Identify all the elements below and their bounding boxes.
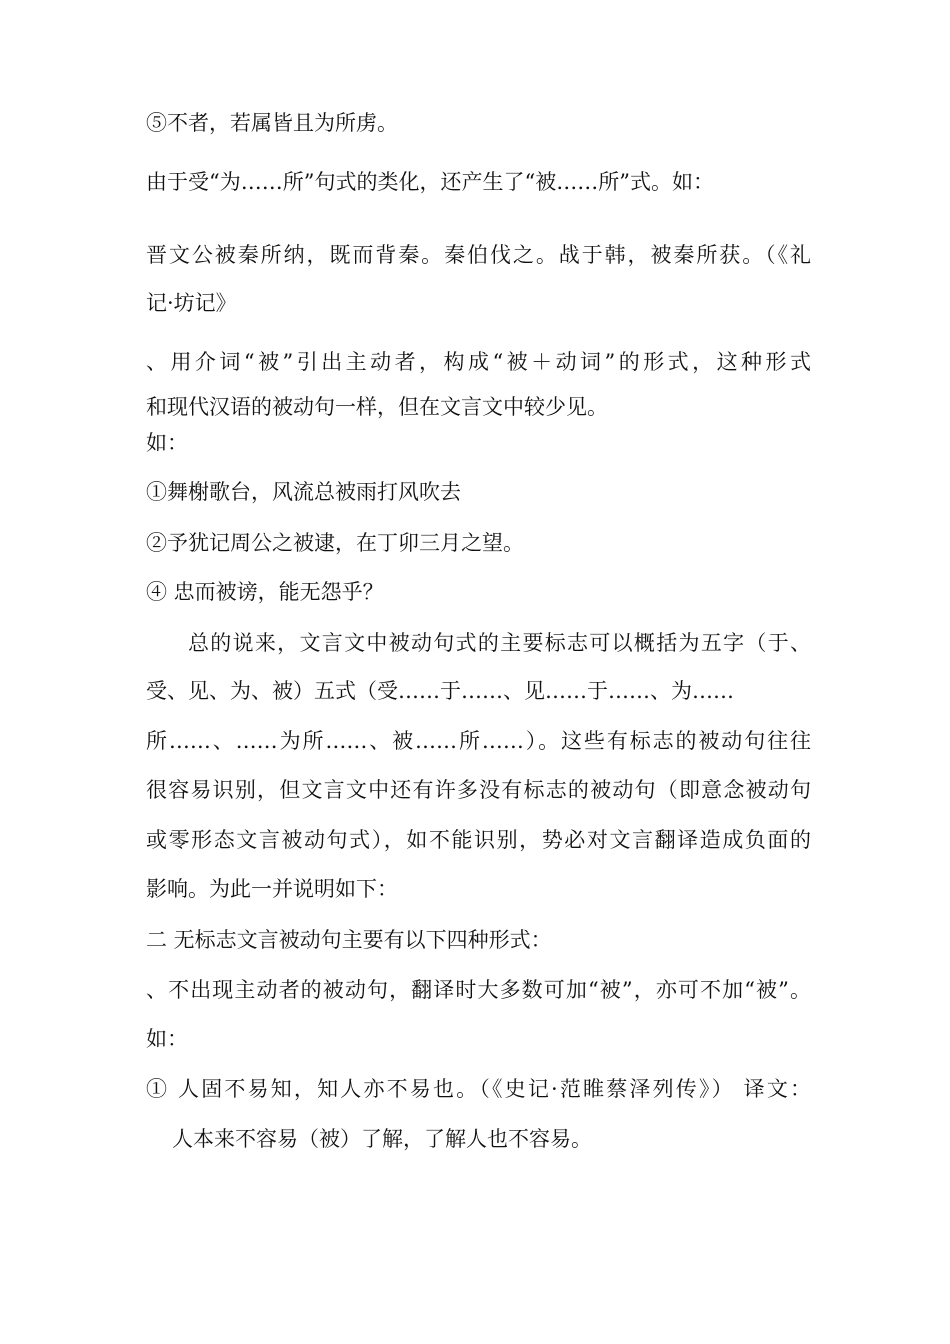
text-line-fangji: 记·坊记》 xyxy=(146,291,237,315)
text-line-summary-5: 或零形态文言被动句式），如不能识别，势必对文言翻译造成负面的 xyxy=(146,828,811,852)
text-line-translation: 人本来不容易（被）了解，了解人也不容易。 xyxy=(172,1127,592,1151)
text-line-bei-suo-intro: 由于受“为……所”句式的类化，还产生了“被……所”式。如： xyxy=(146,170,714,194)
text-line-no-agent: 、不出现主动者的被动句，翻译时大多数可加“被”，亦可不加“被”。 xyxy=(146,978,811,1002)
text-line-modern-chinese: 和现代汉语的被动句一样，但在文言文中较少见。 xyxy=(146,395,608,419)
text-line-example-5: ⑤不者，若属皆且为所虏。 xyxy=(146,111,398,135)
text-line-example-1: ①舞榭歌台，风流总被雨打风吹去 xyxy=(146,480,461,504)
section-heading-two: 二 无标志文言被动句主要有以下四种形式： xyxy=(146,928,552,952)
text-line-summary-4: 很容易识别，但文言文中还有许多没有标志的被动句（即意念被动句 xyxy=(146,778,811,802)
text-line-summary-2: 受、见、为、被）五式（受……于……、见……于……、为…… xyxy=(146,679,734,703)
text-line-summary-6: 影响。为此一并说明如下： xyxy=(146,877,398,901)
text-line-example-4: ④ 忠而被谤，能无怨乎？ xyxy=(146,580,384,604)
text-line-jieci-bei: 、用介词“被”引出主动者，构成“被＋动词”的形式，这种形式 xyxy=(146,350,811,374)
text-line-ru-2: 如： xyxy=(146,1027,188,1051)
text-line-shiji-example: ① 人固不易知，知人亦不易也。（《史记·范睢蔡泽列传》） 译文： xyxy=(146,1077,811,1101)
text-line-jin-wengong: 晋文公被秦所纳，既而背秦。秦伯伐之。战于韩，被秦所获。（《礼 xyxy=(146,243,811,267)
text-line-ru-1: 如： xyxy=(146,431,188,455)
text-line-example-2: ②予犹记周公之被逮，在丁卯三月之望。 xyxy=(146,531,524,555)
text-line-summary-3: 所……、……为所……、被……所……）。这些有标志的被动句往往 xyxy=(146,729,811,753)
text-line-summary-1: 总的说来，文言文中被动句式的主要标志可以概括为五字（于、 xyxy=(188,631,811,655)
